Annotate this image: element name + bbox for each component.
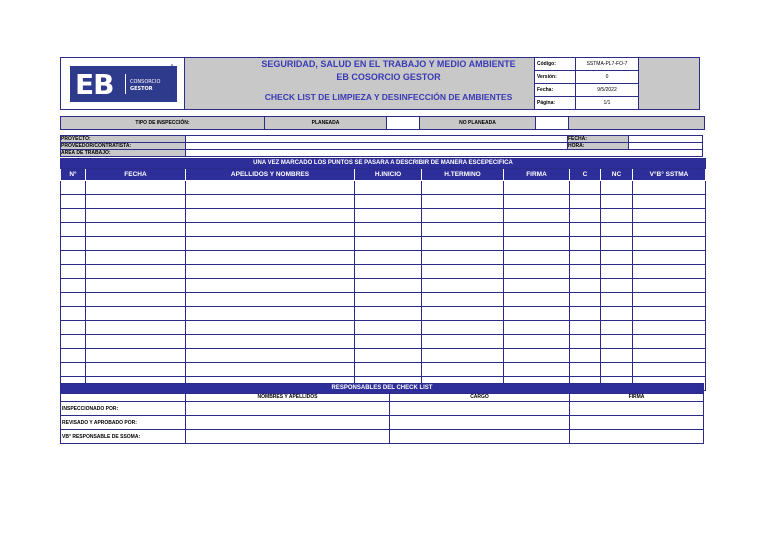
project-field[interactable] bbox=[186, 136, 568, 143]
form-title-company: EB COSORCIO GESTOR bbox=[336, 72, 441, 82]
cell-date[interactable] bbox=[86, 321, 186, 335]
cell-noncompliant[interactable] bbox=[601, 209, 633, 223]
planned-checkbox[interactable] bbox=[387, 117, 420, 130]
cell-sstma-approval[interactable] bbox=[633, 363, 706, 377]
cell-sstma-approval[interactable] bbox=[633, 251, 706, 265]
cell-noncompliant[interactable] bbox=[601, 251, 633, 265]
cell-names[interactable] bbox=[186, 195, 355, 209]
cell-start-time[interactable] bbox=[355, 363, 422, 377]
checklist-row bbox=[61, 321, 706, 335]
project-label: PROYECTO: bbox=[61, 136, 186, 143]
checklist-table bbox=[60, 158, 706, 391]
cell-date[interactable] bbox=[86, 223, 186, 237]
inspection-type-label: TIPO DE INSPECCIÓN: bbox=[61, 117, 265, 130]
cell-sstma-approval[interactable] bbox=[633, 307, 706, 321]
checklist-header-row bbox=[61, 169, 706, 181]
checklist-banner: UNA VEZ MARCADO LOS PUNTOS SE PASARA A DESCRIBIR DE MANERA ESCEPECIFICA bbox=[61, 159, 706, 169]
cell-sstma-approval[interactable] bbox=[633, 335, 706, 349]
cell-names[interactable] bbox=[186, 321, 355, 335]
cell-names[interactable] bbox=[186, 209, 355, 223]
col-names: APELLIDOS Y NOMBRES bbox=[186, 169, 355, 181]
unplanned-label: NO PLANEADA bbox=[420, 117, 536, 130]
checklist-row bbox=[61, 335, 706, 349]
responsibles-names-header: NOMBRES Y APELLIDOS bbox=[186, 394, 390, 402]
cell-sstma-approval[interactable] bbox=[633, 237, 706, 251]
cell-names[interactable] bbox=[186, 293, 355, 307]
cell-end-time[interactable] bbox=[422, 363, 504, 377]
cell-compliant[interactable] bbox=[570, 195, 601, 209]
cell-date[interactable] bbox=[86, 307, 186, 321]
cell-number[interactable] bbox=[61, 237, 86, 251]
cell-number[interactable] bbox=[61, 265, 86, 279]
cell-start-time[interactable] bbox=[355, 321, 422, 335]
inspection-spacer bbox=[569, 117, 705, 130]
cell-compliant[interactable] bbox=[570, 349, 601, 363]
cell-compliant[interactable] bbox=[570, 363, 601, 377]
checklist-row bbox=[61, 265, 706, 279]
cell-end-time[interactable] bbox=[422, 279, 504, 293]
checklist-row bbox=[61, 349, 706, 363]
cell-compliant[interactable] bbox=[570, 223, 601, 237]
responsible-name-field[interactable] bbox=[186, 416, 390, 430]
responsible-signature-field[interactable] bbox=[570, 416, 704, 430]
meta-value: SSTMA-PL7-FO-7 bbox=[576, 58, 639, 71]
responsibles-table bbox=[60, 383, 704, 444]
meta-row-date bbox=[535, 84, 639, 97]
work-area-label: AREA DE TRABAJO: bbox=[61, 150, 186, 157]
col-number: N° bbox=[61, 169, 86, 181]
cell-start-time[interactable] bbox=[355, 209, 422, 223]
checklist-row bbox=[61, 195, 706, 209]
responsible-row-inspected bbox=[61, 402, 704, 416]
cell-date[interactable] bbox=[86, 251, 186, 265]
cell-compliant[interactable] bbox=[570, 251, 601, 265]
cell-date[interactable] bbox=[86, 265, 186, 279]
responsibles-signature-header: FIRMA bbox=[570, 394, 704, 402]
cell-names[interactable] bbox=[186, 237, 355, 251]
provider-field[interactable] bbox=[186, 143, 568, 150]
cell-number[interactable] bbox=[61, 321, 86, 335]
cell-start-time[interactable] bbox=[355, 181, 422, 195]
logo-side-text: CONSORCIO · GESTOR bbox=[170, 64, 174, 98]
date-label: FECHA: bbox=[568, 136, 629, 143]
cell-signature[interactable] bbox=[504, 209, 570, 223]
checklist-body bbox=[61, 181, 706, 391]
cell-noncompliant[interactable] bbox=[601, 237, 633, 251]
meta-key: Fecha: bbox=[535, 84, 576, 97]
responsible-cargo-field[interactable] bbox=[390, 402, 570, 416]
col-end-time: H.TERMINO bbox=[422, 169, 504, 181]
cell-end-time[interactable] bbox=[422, 195, 504, 209]
checklist-row bbox=[61, 307, 706, 321]
checklist-row bbox=[61, 279, 706, 293]
cell-noncompliant[interactable] bbox=[601, 321, 633, 335]
cell-sstma-approval[interactable] bbox=[633, 349, 706, 363]
meta-key: Versión: bbox=[535, 71, 576, 84]
cell-compliant[interactable] bbox=[570, 293, 601, 307]
planned-label: PLANEADA bbox=[265, 117, 387, 130]
cell-start-time[interactable] bbox=[355, 265, 422, 279]
cell-start-time[interactable] bbox=[355, 251, 422, 265]
cell-noncompliant[interactable] bbox=[601, 363, 633, 377]
cell-signature[interactable] bbox=[504, 237, 570, 251]
cell-names[interactable] bbox=[186, 181, 355, 195]
cell-sstma-approval[interactable] bbox=[633, 209, 706, 223]
cell-compliant[interactable] bbox=[570, 335, 601, 349]
cell-sstma-approval[interactable] bbox=[633, 265, 706, 279]
project-info-table bbox=[60, 135, 703, 157]
cell-number[interactable] bbox=[61, 209, 86, 223]
cell-names[interactable] bbox=[186, 363, 355, 377]
checklist-row bbox=[61, 237, 706, 251]
cell-names[interactable] bbox=[186, 335, 355, 349]
cell-start-time[interactable] bbox=[355, 307, 422, 321]
cell-date[interactable] bbox=[86, 349, 186, 363]
cell-sstma-approval[interactable] bbox=[633, 279, 706, 293]
logo-plate bbox=[70, 66, 177, 102]
cell-signature[interactable] bbox=[504, 349, 570, 363]
cell-end-time[interactable] bbox=[422, 349, 504, 363]
cell-number[interactable] bbox=[61, 251, 86, 265]
cell-end-time[interactable] bbox=[422, 223, 504, 237]
responsible-role: INSPECCIONADO POR: bbox=[61, 402, 186, 416]
cell-signature[interactable] bbox=[504, 293, 570, 307]
responsible-signature-field[interactable] bbox=[570, 430, 704, 444]
responsible-role: VB° RESPONSABLE DE SSOMA: bbox=[61, 430, 186, 444]
cell-number[interactable] bbox=[61, 293, 86, 307]
cell-noncompliant[interactable] bbox=[601, 265, 633, 279]
cell-signature[interactable] bbox=[504, 265, 570, 279]
meta-key: Página: bbox=[535, 97, 576, 110]
logo-divider bbox=[125, 74, 126, 94]
cell-start-time[interactable] bbox=[355, 223, 422, 237]
cell-names[interactable] bbox=[186, 349, 355, 363]
cell-sstma-approval[interactable] bbox=[633, 223, 706, 237]
responsible-name-field[interactable] bbox=[186, 430, 390, 444]
form-title-checklist: CHECK LIST DE LIMPIEZA Y DESINFECCIÓN DE AMBIENTES bbox=[264, 92, 513, 102]
cell-noncompliant[interactable] bbox=[601, 195, 633, 209]
cell-signature[interactable] bbox=[504, 279, 570, 293]
cell-noncompliant[interactable] bbox=[601, 293, 633, 307]
meta-value: 1/1 bbox=[576, 97, 639, 110]
cell-start-time[interactable] bbox=[355, 293, 422, 307]
checklist-row bbox=[61, 223, 706, 237]
work-area-field[interactable] bbox=[186, 150, 703, 157]
cell-end-time[interactable] bbox=[422, 181, 504, 195]
cell-end-time[interactable] bbox=[422, 321, 504, 335]
date-field[interactable] bbox=[629, 136, 703, 143]
meta-value: 9/5/2022 bbox=[576, 84, 639, 97]
cell-signature[interactable] bbox=[504, 307, 570, 321]
cell-end-time[interactable] bbox=[422, 237, 504, 251]
responsible-row-reviewed bbox=[61, 416, 704, 430]
responsible-name-field[interactable] bbox=[186, 402, 390, 416]
meta-key: Código: bbox=[535, 58, 576, 71]
cell-names[interactable] bbox=[186, 307, 355, 321]
cell-start-time[interactable] bbox=[355, 237, 422, 251]
col-compliant: C bbox=[570, 169, 601, 181]
cell-sstma-approval[interactable] bbox=[633, 195, 706, 209]
responsibles-header-row bbox=[61, 394, 704, 402]
cell-sstma-approval[interactable] bbox=[633, 293, 706, 307]
cell-date[interactable] bbox=[86, 181, 186, 195]
meta-value: 0 bbox=[576, 71, 639, 84]
cell-end-time[interactable] bbox=[422, 307, 504, 321]
meta-row-code bbox=[535, 58, 639, 71]
cell-signature[interactable] bbox=[504, 335, 570, 349]
cell-signature[interactable] bbox=[504, 223, 570, 237]
meta-row-page bbox=[535, 97, 639, 110]
cell-sstma-approval[interactable] bbox=[633, 181, 706, 195]
cell-number[interactable] bbox=[61, 223, 86, 237]
logo-mark: EB bbox=[75, 68, 114, 101]
cell-compliant[interactable] bbox=[570, 209, 601, 223]
cell-names[interactable] bbox=[186, 265, 355, 279]
cell-signature[interactable] bbox=[504, 321, 570, 335]
cell-end-time[interactable] bbox=[422, 293, 504, 307]
checklist-row bbox=[61, 181, 706, 195]
cell-compliant[interactable] bbox=[570, 307, 601, 321]
meta-row-version bbox=[535, 71, 639, 84]
cell-noncompliant[interactable] bbox=[601, 335, 633, 349]
cell-start-time[interactable] bbox=[355, 335, 422, 349]
col-sstma-approval: V°B° SSTMA bbox=[633, 169, 706, 181]
time-field[interactable] bbox=[629, 143, 703, 150]
checklist-row bbox=[61, 251, 706, 265]
responsibles-cargo-header: CARGO bbox=[390, 394, 570, 402]
checklist-row bbox=[61, 293, 706, 307]
cell-end-time[interactable] bbox=[422, 251, 504, 265]
col-noncompliant: NC bbox=[601, 169, 633, 181]
cell-noncompliant[interactable] bbox=[601, 181, 633, 195]
cell-number[interactable] bbox=[61, 349, 86, 363]
responsible-role: REVISADO Y APROBADO POR: bbox=[61, 416, 186, 430]
cell-number[interactable] bbox=[61, 363, 86, 377]
logo-sub-gestor: GESTOR bbox=[130, 86, 153, 92]
cell-noncompliant[interactable] bbox=[601, 349, 633, 363]
cell-names[interactable] bbox=[186, 223, 355, 237]
responsibles-banner: RESPONSABLES DEL CHECK LIST bbox=[61, 384, 704, 394]
cell-date[interactable] bbox=[86, 279, 186, 293]
cell-start-time[interactable] bbox=[355, 279, 422, 293]
cell-end-time[interactable] bbox=[422, 335, 504, 349]
checklist-row bbox=[61, 363, 706, 377]
cell-names[interactable] bbox=[186, 251, 355, 265]
responsibles-role-header bbox=[61, 394, 186, 402]
time-label: HORA: bbox=[568, 143, 629, 150]
form-title-main: SEGURIDAD, SALUD EN EL TRABAJO Y MEDIO AMBIENTE bbox=[261, 59, 516, 69]
cell-end-time[interactable] bbox=[422, 265, 504, 279]
cell-signature[interactable] bbox=[504, 251, 570, 265]
responsible-signature-field[interactable] bbox=[570, 402, 704, 416]
checklist-row bbox=[61, 209, 706, 223]
cell-end-time[interactable] bbox=[422, 209, 504, 223]
cell-noncompliant[interactable] bbox=[601, 279, 633, 293]
cell-number[interactable] bbox=[61, 335, 86, 349]
cell-compliant[interactable] bbox=[570, 279, 601, 293]
document-meta-table bbox=[534, 57, 639, 110]
provider-label: PROVEEDOR/CONTRATISTA: bbox=[61, 143, 186, 150]
col-signature: FIRMA bbox=[504, 169, 570, 181]
cell-noncompliant[interactable] bbox=[601, 307, 633, 321]
cell-date[interactable] bbox=[86, 335, 186, 349]
cell-compliant[interactable] bbox=[570, 237, 601, 251]
cell-signature[interactable] bbox=[504, 181, 570, 195]
cell-compliant[interactable] bbox=[570, 265, 601, 279]
cell-compliant[interactable] bbox=[570, 181, 601, 195]
company-logo bbox=[61, 58, 185, 109]
inspection-type-row bbox=[60, 116, 705, 130]
col-start-time: H.INICIO bbox=[355, 169, 422, 181]
cell-number[interactable] bbox=[61, 195, 86, 209]
cell-date[interactable] bbox=[86, 293, 186, 307]
col-date: FECHA bbox=[86, 169, 186, 181]
cell-date[interactable] bbox=[86, 237, 186, 251]
cell-number[interactable] bbox=[61, 279, 86, 293]
cell-date[interactable] bbox=[86, 195, 186, 209]
cell-signature[interactable] bbox=[504, 195, 570, 209]
cell-signature[interactable] bbox=[504, 363, 570, 377]
cell-date[interactable] bbox=[86, 209, 186, 223]
cell-start-time[interactable] bbox=[355, 349, 422, 363]
cell-number[interactable] bbox=[61, 307, 86, 321]
unplanned-checkbox[interactable] bbox=[536, 117, 569, 130]
responsible-row-ssoma bbox=[61, 430, 704, 444]
cell-names[interactable] bbox=[186, 279, 355, 293]
cell-start-time[interactable] bbox=[355, 195, 422, 209]
cell-sstma-approval[interactable] bbox=[633, 321, 706, 335]
responsible-cargo-field[interactable] bbox=[390, 430, 570, 444]
cell-noncompliant[interactable] bbox=[601, 223, 633, 237]
cell-compliant[interactable] bbox=[570, 321, 601, 335]
logo-sub-consorcio: CONSORCIO bbox=[130, 79, 161, 85]
responsible-cargo-field[interactable] bbox=[390, 416, 570, 430]
cell-date[interactable] bbox=[86, 363, 186, 377]
cell-number[interactable] bbox=[61, 181, 86, 195]
